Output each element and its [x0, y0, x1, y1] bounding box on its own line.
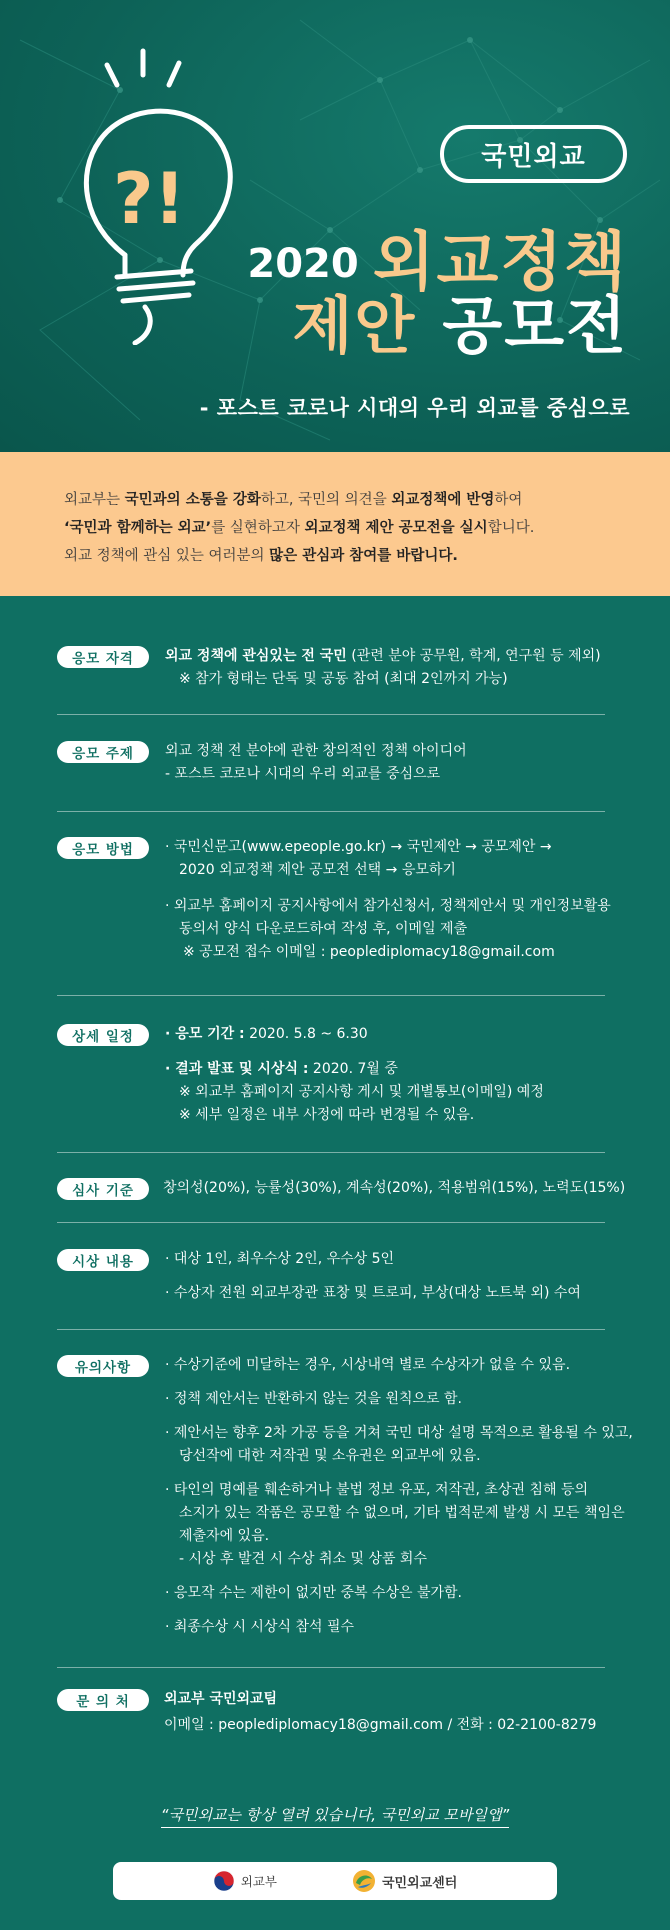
awards-line: · 대상 1인, 최우수상 2인, 우수상 5인 — [165, 1251, 395, 1267]
method-line: 2020 외교정책 제안 공모전 선택 → 응모하기 — [179, 862, 456, 878]
intro-emphasis: 국민과의 소통을 강화 — [124, 492, 261, 508]
note-line: · 타인의 명예를 훼손하거나 불법 정보 유포, 저작권, 초상권 침해 등의 — [165, 1482, 588, 1498]
intro-line-3 — [64, 542, 670, 570]
intro-text: 를 실현하고자 — [211, 520, 305, 536]
program-badge: 국민외교 — [440, 125, 627, 183]
schedule-result — [165, 1058, 605, 1081]
section-label: 문 의 처 — [57, 1689, 149, 1711]
schedule-period-value: 2020. 5.8 ~ 6.30 — [244, 1026, 368, 1042]
intro-emphasis: ‘국민과 함께하는 외교’ — [64, 520, 212, 536]
topic-line-2: - 포스트 코로나 시대의 우리 외교를 중심으로 — [165, 766, 441, 782]
footer-logos — [113, 1862, 557, 1900]
method-line: · 외교부 홈페이지 공지사항에서 참가신청서, 정책제안서 및 개인정보활용 — [165, 898, 611, 914]
section-label: 시상 내용 — [57, 1249, 149, 1271]
section-label: 심사 기준 — [57, 1178, 149, 1200]
note-line: · 응모작 수는 제한이 없지만 중복 수상은 불가함. — [165, 1585, 463, 1601]
criteria-line: 창의성(20%), 능률성(30%), 계속성(20%), 적용범위(15%), 노력도(15%) — [163, 1180, 626, 1196]
schedule-note: ※ 외교부 홈페이지 공지사항 게시 및 개별통보(이메일) 예정 — [179, 1084, 544, 1100]
quote-text: “국민외교는 항상 열려 있습니다, 국민외교 모바일앱” — [161, 1806, 509, 1828]
contact-team: 외교부 국민외교팀 — [164, 1691, 278, 1707]
intro-text: 외교부는 — [64, 492, 125, 508]
title-proposal: 제안 — [292, 289, 417, 362]
divider — [57, 995, 605, 996]
divider — [57, 1222, 605, 1223]
intro-emphasis: 많은 관심과 참여를 바랍니다. — [269, 548, 458, 564]
section-label: 응모 자격 — [57, 646, 149, 668]
note-line: · 수상기준에 미달하는 경우, 시상내역 별로 수상자가 없을 수 있음. — [165, 1357, 571, 1373]
bulb-glyph: ?! — [113, 158, 186, 240]
section-label: 상세 일정 — [57, 1024, 149, 1046]
eligibility-bold: 외교 정책에 관심있는 전 국민 — [165, 648, 347, 664]
section-body — [165, 1248, 605, 1305]
section-body — [165, 1354, 633, 1639]
method-line: · 국민신문고(www.epeople.go.kr) → 국민제안 → 공모제안 → — [165, 839, 552, 855]
intro-band — [0, 452, 670, 596]
schedule-period-label: · 응모 기간 : — [165, 1026, 245, 1042]
note-line: - 시상 후 발견 시 수상 취소 및 상품 회수 — [179, 1551, 427, 1567]
eligibility-rest: (관련 분야 공무원, 학계, 연구원 등 제외) — [346, 648, 601, 664]
section-body — [165, 645, 605, 691]
section-body — [165, 836, 611, 964]
intro-text: 하여 — [494, 492, 523, 508]
taegeuk-icon — [213, 1870, 235, 1892]
divider — [57, 1329, 605, 1330]
intro-line-1 — [64, 486, 670, 514]
title-contest: 공모전 — [442, 289, 628, 362]
note-line: · 정책 제안서는 반환하지 않는 것을 원칙으로 함. — [165, 1391, 463, 1407]
divider — [57, 714, 605, 715]
divider — [57, 1667, 605, 1668]
intro-text: 합니다. — [487, 520, 535, 536]
divider — [57, 1152, 605, 1153]
section-label: 응모 방법 — [57, 837, 149, 859]
section-body — [164, 1688, 604, 1737]
method-email: ※ 공모전 접수 이메일 : peoplediplomacy18@gmail.com — [183, 944, 555, 960]
divider — [57, 811, 605, 812]
method-line: 동의서 양식 다운로드하여 작성 후, 이메일 제출 — [179, 921, 468, 937]
center-logo — [352, 1869, 457, 1893]
title-line-1 — [247, 215, 628, 300]
center-logo-text: 국민외교센터 — [381, 1875, 458, 1891]
app-promo-quote — [0, 1804, 670, 1825]
schedule-period — [165, 1023, 605, 1046]
schedule-result-value: 2020. 7월 중 — [308, 1061, 398, 1077]
intro-text: 하고, 국민의 의견을 — [260, 492, 392, 508]
topic-line-1: 외교 정책 전 분야에 관한 창의적인 정책 아이디어 — [165, 743, 467, 759]
schedule-note: ※ 세부 일정은 내부 사정에 따라 변경될 수 있음. — [179, 1107, 475, 1123]
section-body — [163, 1177, 626, 1200]
center-emblem-icon — [352, 1869, 376, 1893]
note-line: 제출자에 있음. — [179, 1528, 270, 1544]
hero-banner — [0, 0, 670, 452]
intro-emphasis: 외교정책에 반영 — [391, 492, 495, 508]
lightbulb-icon — [55, 45, 255, 345]
contact-info: 이메일 : peoplediplomacy18@gmail.com / 전화 : 02-2100-8279 — [164, 1717, 597, 1733]
section-label: 유의사항 — [57, 1355, 149, 1377]
schedule-result-label: · 결과 발표 및 시상식 : — [165, 1061, 309, 1077]
intro-emphasis: 외교정책 제안 공모전을 실시 — [304, 520, 488, 536]
title-main: 외교정책 — [372, 226, 628, 300]
hero-subtitle: - 포스트 코로나 시대의 우리 외교를 중심으로 — [199, 396, 630, 420]
section-body — [165, 1023, 605, 1127]
title-year: 2020 — [247, 241, 359, 287]
mofa-logo-text: 외교부 — [240, 1874, 277, 1889]
section-body — [165, 740, 605, 786]
note-line: · 제안서는 향후 2차 가공 등을 거쳐 국민 대상 설명 목적으로 활용될 수 있고, — [165, 1425, 633, 1441]
section-label: 응모 주제 — [57, 741, 149, 763]
eligibility-line — [165, 645, 605, 668]
note-line: 소지가 있는 작품은 공모할 수 없으며, 기타 법적문제 발생 시 모든 책임은 — [179, 1505, 625, 1521]
note-line: 당선작에 대한 저작권 및 소유권은 외교부에 있음. — [179, 1448, 481, 1464]
awards-line: · 수상자 전원 외교부장관 표창 및 트로피, 부상(대상 노트북 외) 수여 — [165, 1285, 581, 1301]
intro-line-2 — [64, 514, 670, 542]
intro-text: 외교 정책에 관심 있는 여러분의 — [64, 548, 270, 564]
mofa-logo — [213, 1870, 277, 1892]
note-line: · 최종수상 시 시상식 참석 필수 — [165, 1619, 354, 1635]
eligibility-note: ※ 참가 형태는 단독 및 공동 참여 (최대 2인까지 가능) — [179, 671, 508, 687]
title-line-2 — [292, 289, 628, 362]
